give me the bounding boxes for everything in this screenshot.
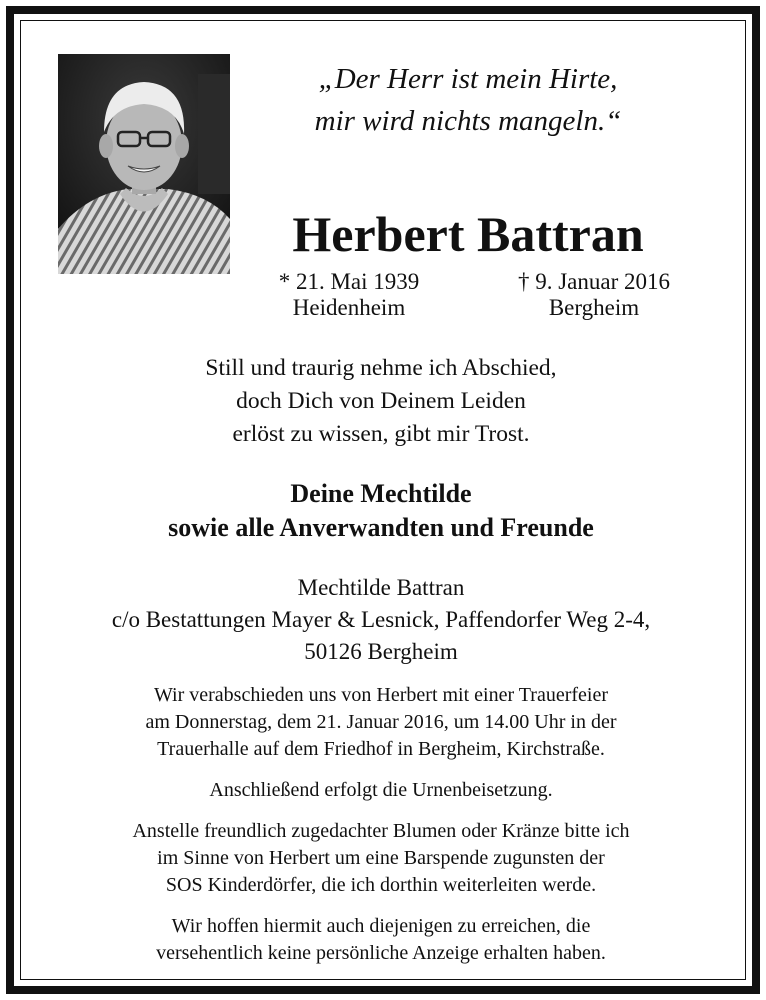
- donation-line: im Sinne von Herbert um eine Barspende zugunsten der: [157, 847, 605, 869]
- birth-place: Heidenheim: [292, 295, 406, 320]
- address-line: c/o Bestattungen Mayer & Lesnick, Paffendorfer Weg 2-4,: [111, 607, 651, 632]
- obituary-frame: [6, 6, 760, 994]
- address-line: Mechtilde Battran: [297, 575, 465, 600]
- closing-line: Wir hoffen hiermit auch diejenigen zu erreichen, die: [171, 915, 591, 937]
- farewell-verse: [34, 352, 728, 451]
- death-place: Bergheim: [548, 295, 640, 320]
- verse-line: erlöst zu wissen, gibt mir Trost.: [232, 421, 530, 447]
- birth-date: * 21. Mai 1939: [278, 269, 420, 294]
- address-line: 50126 Bergheim: [304, 639, 458, 664]
- quote-line-1: „Der Herr ist mein Hirte,: [318, 63, 618, 95]
- death-info: [494, 269, 694, 321]
- burial-notice: Anschließend erfolgt die Urnenbeisetzung.: [209, 779, 553, 801]
- mourner-line: Deine Mechtilde: [290, 479, 472, 508]
- death-date: † 9. Januar 2016: [517, 269, 671, 294]
- closing-notice: [34, 913, 728, 967]
- portrait-photo: [58, 54, 230, 274]
- funeral-line: Trauerhalle auf dem Friedhof in Bergheim, Kirchstraße.: [157, 738, 605, 760]
- funeral-line: am Donnerstag, dem 21. Januar 2016, um 14.00 Uhr in der: [145, 711, 617, 733]
- contact-address: [34, 572, 728, 668]
- quote-line-2: mir wird nichts mangeln.“: [314, 105, 622, 137]
- verse-line: Still und traurig nehme ich Abschied,: [205, 355, 557, 381]
- verse-line: doch Dich von Deinem Leiden: [236, 388, 526, 414]
- mourners: [34, 477, 728, 545]
- donation-notice: [34, 818, 728, 899]
- funeral-line: Wir verabschieden uns von Herbert mit einer Trauerfeier: [153, 684, 609, 706]
- mourner-line: sowie alle Anverwandten und Freunde: [168, 513, 594, 542]
- deceased-name: Herbert Battran: [292, 206, 644, 262]
- birth-info: [254, 269, 444, 321]
- life-dates: [254, 269, 694, 329]
- donation-line: Anstelle freundlich zugedachter Blumen oder Kränze bitte ich: [132, 820, 630, 842]
- donation-line: SOS Kinderdörfer, die ich dorthin weiterleiten werde.: [165, 874, 597, 896]
- funeral-notice: [34, 682, 728, 763]
- portrait-image: [58, 54, 230, 274]
- closing-line: versehentlich keine persönliche Anzeige erhalten haben.: [156, 942, 606, 964]
- bible-quote: [248, 58, 688, 142]
